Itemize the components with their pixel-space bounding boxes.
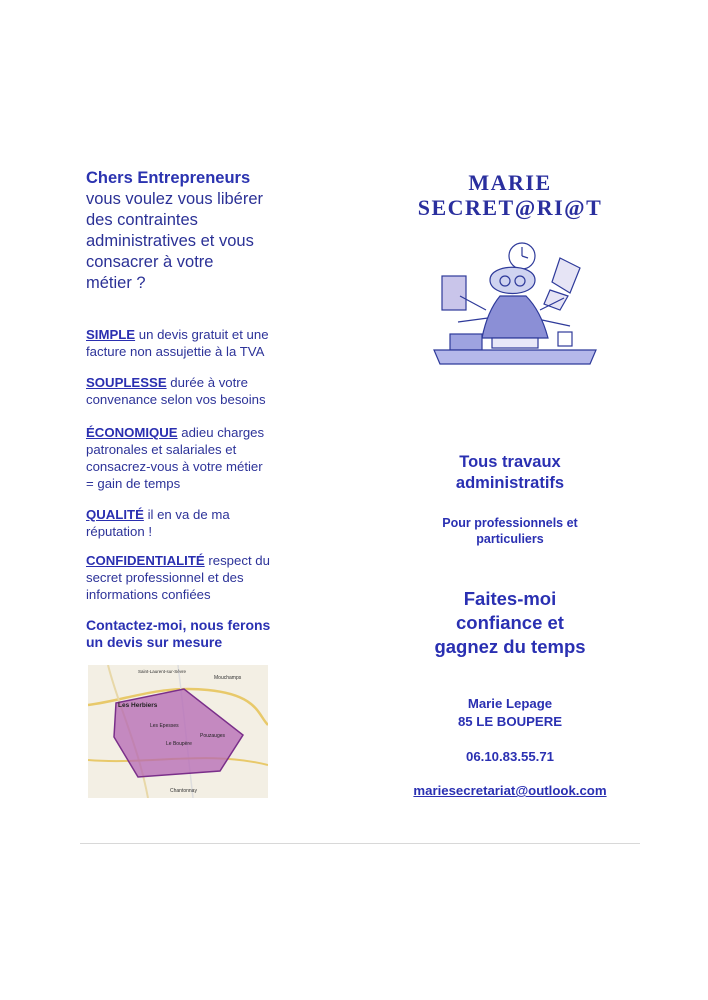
desk: [434, 350, 596, 364]
contact-line: un devis sur mesure: [86, 634, 223, 650]
slogan-line: gagnez du temps: [434, 636, 586, 657]
secretary-body: [482, 296, 548, 338]
point-confidentialite: [86, 552, 296, 603]
point-economique: [86, 424, 296, 492]
point-simple: [86, 326, 296, 360]
intro-line: administratives et vous: [86, 232, 254, 250]
contact-name: Marie Lepage: [467, 696, 553, 711]
point-qualite: [86, 506, 296, 540]
intro-lead: Chers Entrepreneurs: [86, 169, 251, 187]
headline: [390, 452, 630, 494]
point-text: respect du: [208, 553, 270, 568]
intro-line: des contraintes: [86, 211, 198, 229]
contact-location: 85 LE BOUPERE: [457, 714, 563, 729]
brand-title: [390, 170, 630, 220]
point-text: facture non assujettie à la TVA: [86, 344, 265, 359]
phone-number[interactable]: 06.10.83.55.71: [466, 749, 554, 764]
point-text: un devis gratuit et une: [138, 327, 269, 342]
point-text: il en va de ma: [147, 507, 230, 522]
slogan-line: Faites-moi: [463, 588, 557, 609]
audience-line: Pour professionnels et: [442, 516, 578, 530]
map-place-label: Le Boupère: [166, 741, 192, 747]
keyboard-icon: [492, 338, 538, 348]
secretary-illustration: [430, 238, 600, 370]
point-text: convenance selon vos besoins: [86, 392, 266, 407]
brand-line: SECRET@RI@T: [417, 195, 603, 220]
telephone-icon: [450, 334, 482, 350]
headline-line: Tous travaux: [459, 453, 561, 471]
slogan: [390, 587, 630, 659]
point-souplesse: [86, 374, 296, 408]
email-link[interactable]: mariesecretariat@outlook.com: [413, 783, 607, 798]
headline-line: administratifs: [455, 474, 565, 492]
point-keyword: QUALITÉ: [86, 507, 144, 522]
map-graphic: [88, 665, 268, 798]
point-text: consacrez-vous à votre métier: [86, 459, 263, 474]
fold-line: [80, 843, 640, 844]
map-place-label: Les Epesses: [150, 723, 179, 729]
intro-line: vous voulez vous libérer: [86, 190, 264, 208]
point-text: patronales et salariales et: [86, 442, 237, 457]
binder-icon: [442, 276, 466, 310]
contact-line: Contactez-moi, nous ferons: [86, 617, 271, 633]
map-place-label: Mouchamps: [214, 675, 242, 681]
point-keyword: ÉCONOMIQUE: [86, 425, 178, 440]
secretary-head: [490, 267, 535, 293]
point-text: réputation !: [86, 524, 152, 539]
point-text: informations confiées: [86, 587, 211, 602]
audience-line: particuliers: [476, 532, 544, 546]
point-text: durée à votre: [170, 375, 249, 390]
papers-icon: [552, 258, 580, 293]
slogan-line: confiance et: [456, 612, 564, 633]
point-text: secret professionnel et des: [86, 570, 244, 585]
intro-line: consacrer à votre: [86, 253, 214, 271]
right-panel: [390, 170, 630, 798]
intro-text: [86, 168, 306, 294]
contact-block: [390, 695, 630, 731]
map-place-label: Les Herbiers: [118, 702, 158, 709]
map-place-label: Chantonnay: [170, 788, 197, 794]
contact-callout: [86, 617, 301, 651]
point-keyword: CONFIDENTIALITÉ: [86, 553, 205, 568]
point-text: adieu charges: [181, 425, 265, 440]
point-keyword: SOUPLESSE: [86, 375, 167, 390]
map-place-label: Saint-Laurent-sur-Sèvre: [138, 669, 187, 674]
point-text: = gain de temps: [86, 476, 181, 491]
audience-text: [390, 515, 630, 547]
brand-line: MARIE: [468, 170, 552, 195]
point-keyword: SIMPLE: [86, 327, 136, 342]
mug-icon: [558, 332, 572, 346]
left-panel: [86, 168, 306, 650]
map-place-label: Pouzauges: [200, 733, 226, 739]
intro-line: métier ?: [86, 274, 146, 292]
service-area-map: [88, 665, 268, 798]
